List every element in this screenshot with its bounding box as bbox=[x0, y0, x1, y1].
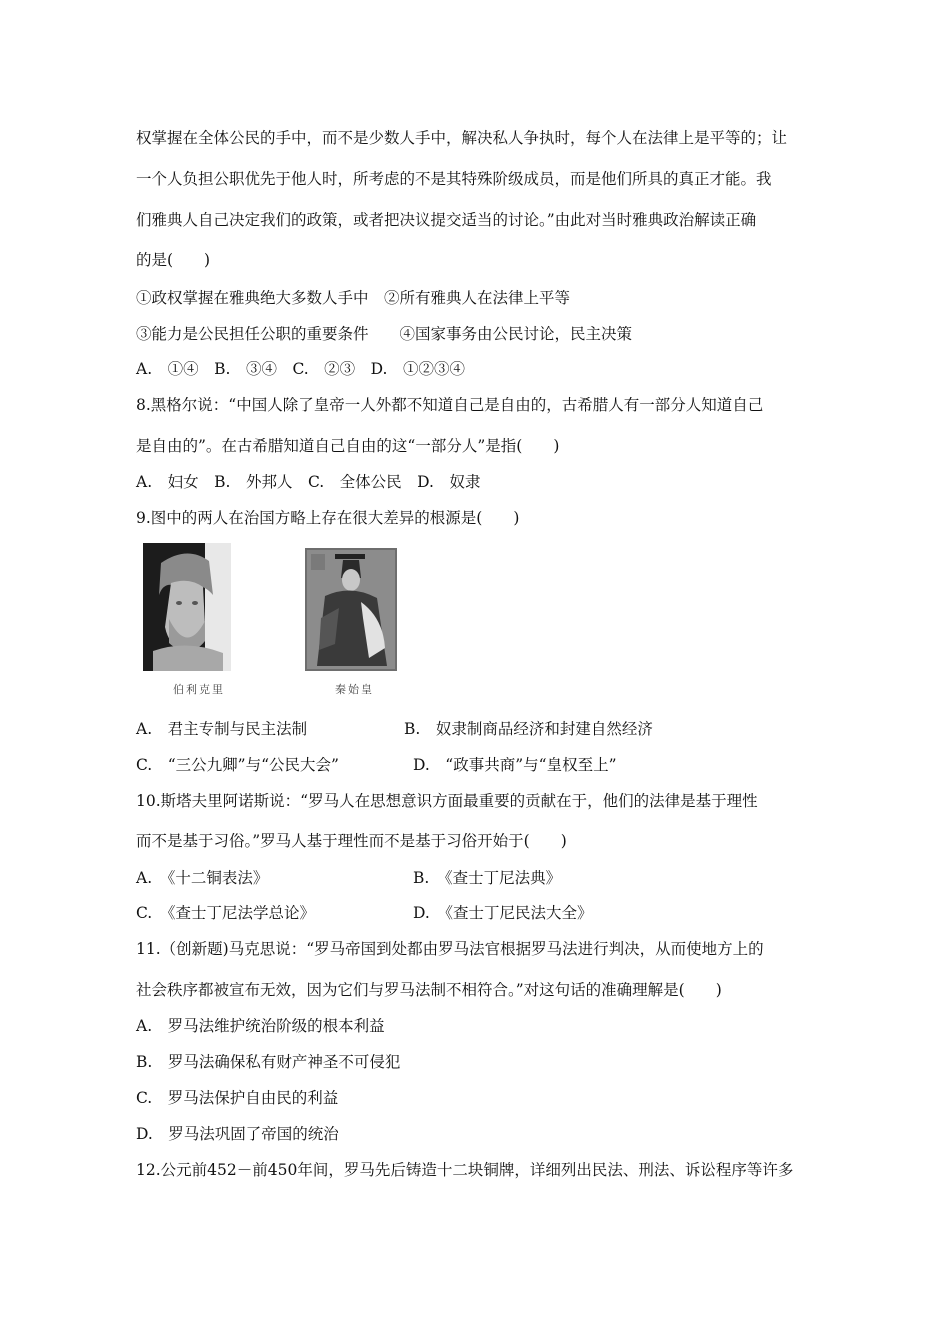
question-8-stem: 是自由的”。在古希腊知道自己自由的这“一部分人”是指( ) bbox=[136, 437, 560, 455]
answer-options: A. ①④ B. ③④ C. ②③ D. ①②③④ bbox=[136, 360, 465, 378]
text-line: ③能力是公民担任公职的重要条件 ④国家事务由公民讨论，民主决策 bbox=[136, 325, 633, 343]
qin-shi-huang-image bbox=[305, 548, 397, 671]
question-8-stem: 8.黑格尔说：“中国人除了皇帝一人外都不知道自己是自由的，古希腊人有一部分人知道自己 bbox=[136, 396, 764, 414]
option-c: C. 罗马法保护自由民的利益 bbox=[136, 1089, 339, 1107]
option-b: B. 罗马法确保私有财产神圣不可侵犯 bbox=[136, 1053, 401, 1071]
question-9-stem: 9.图中的两人在治国方略上存在很大差异的根源是( ) bbox=[136, 509, 520, 527]
question-12-stem: 12.公元前452－前450年间，罗马先后铸造十二块铜牌，详细列出民法、刑法、诉讼程序等许多 bbox=[136, 1161, 794, 1179]
option-c: C. 《查士丁尼法学总论》 bbox=[136, 904, 315, 922]
text-line: 权掌握在全体公民的手中，而不是少数人手中，解决私人争执时，每个人在法律上是平等的；让 bbox=[136, 129, 788, 147]
question-10-stem: 而不是基于习俗。”罗马人基于理性而不是基于习俗开始于( ) bbox=[136, 832, 567, 850]
option-c: C. “三公九卿”与“公民大会” bbox=[136, 756, 339, 774]
question-11-stem: 社会秩序都被宣布无效，因为它们与罗马法制不相符合。”对这句话的准确理解是( ) bbox=[136, 981, 722, 999]
option-b: B. 奴隶制商品经济和封建自然经济 bbox=[404, 720, 653, 738]
pericles-image bbox=[143, 543, 231, 671]
qin-shi-huang-caption: 秦始皇 bbox=[335, 683, 374, 696]
question-11-stem: 11.（创新题)马克思说：“罗马帝国到处都由罗马法官根据罗马法进行判决，从而使地方上的 bbox=[136, 940, 764, 958]
option-a: A. 《十二铜表法》 bbox=[136, 869, 269, 887]
text-line: 的是( ) bbox=[136, 251, 211, 269]
option-d: D. 《查士丁尼民法大全》 bbox=[413, 904, 593, 922]
text-line: 一个人负担公职优先于他人时，所考虑的不是其特殊阶级成员，而是他们所具的真正才能。我 bbox=[136, 170, 772, 188]
option-d: D. 罗马法巩固了帝国的统治 bbox=[136, 1125, 339, 1143]
text-line: ①政权掌握在雅典绝大多数人手中 ②所有雅典人在法律上平等 bbox=[136, 289, 571, 307]
pericles-caption: 伯利克里 bbox=[173, 683, 225, 696]
option-a: A. 君主专制与民主法制 bbox=[136, 720, 308, 738]
option-d: D. “政事共商”与“皇权至上” bbox=[413, 756, 617, 774]
question-10-stem: 10.斯塔夫里阿诺斯说：“罗马人在思想意识方面最重要的贡献在于，他们的法律是基于理性 bbox=[136, 792, 758, 810]
option-b: B. 《查士丁尼法典》 bbox=[413, 869, 562, 887]
option-a: A. 罗马法维护统治阶级的根本利益 bbox=[136, 1017, 385, 1035]
text-line: 们雅典人自己决定我们的政策，或者把决议提交适当的讨论。”由此对当时雅典政治解读正确 bbox=[136, 211, 757, 229]
question-8-options: A. 妇女 B. 外邦人 C. 全体公民 D. 奴隶 bbox=[136, 473, 481, 491]
